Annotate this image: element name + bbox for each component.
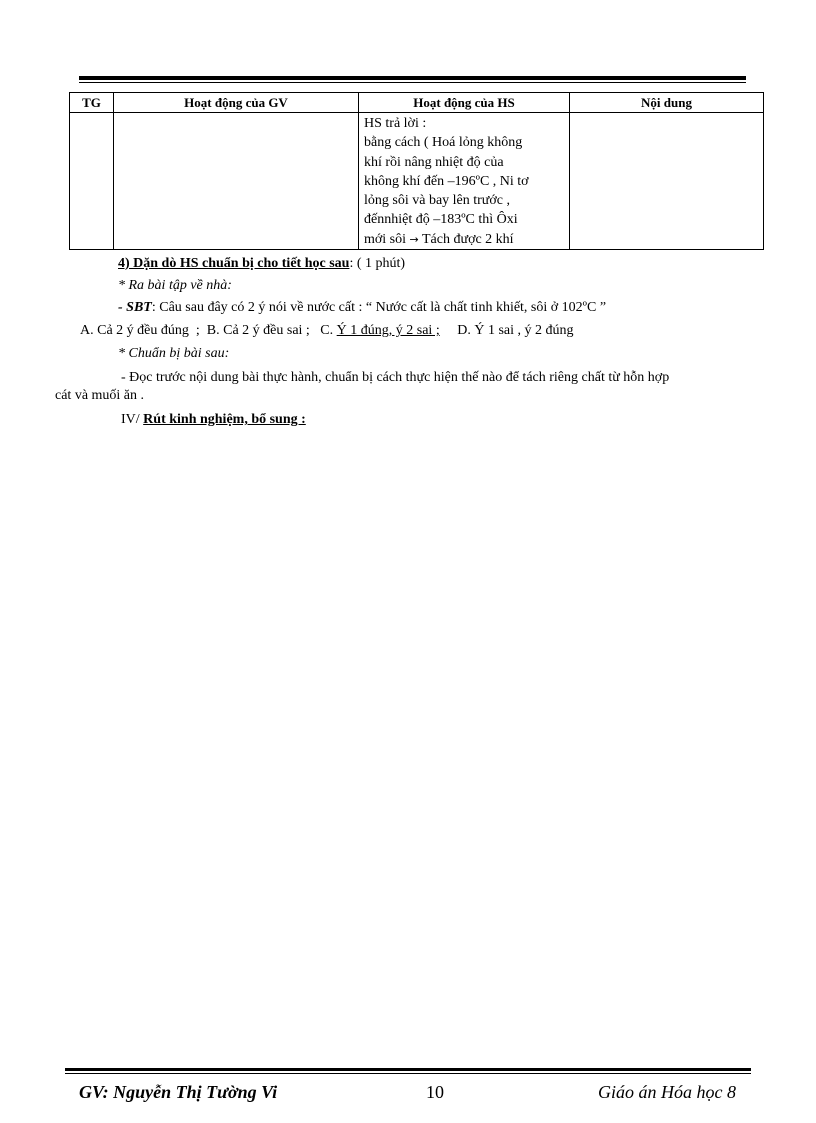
top-rule xyxy=(79,76,746,83)
hs-line: lỏng sôi và bay lên trước , xyxy=(364,193,511,209)
answer-options xyxy=(80,322,574,340)
hs-line-last xyxy=(364,230,562,249)
prepare-line-2: cát và muối ăn . xyxy=(55,388,145,403)
header-student-activity: Hoạt động của HS xyxy=(359,93,570,113)
section4-suffix: : ( 1 phút) xyxy=(349,256,406,271)
section5-heading: Rút kinh nghiệm, bổ sung : xyxy=(143,412,306,427)
table-header-row xyxy=(70,93,764,113)
sbt-text: : Câu sau đây có 2 ý nói về nước cất : “ Nước cất là chất tinh khiết, sôi ở 102ºC ” xyxy=(151,300,607,315)
hs-line: đếnnhiệt độ –183ºC thì Ôxi xyxy=(364,212,518,228)
section4-line xyxy=(118,255,405,273)
footer-teacher: GV: Nguyễn Thị Tường Vi xyxy=(79,1082,278,1102)
table-row xyxy=(70,113,764,250)
section5-prefix: IV/ xyxy=(121,412,144,427)
sbt-line xyxy=(118,299,606,317)
options-ab: A. Cả 2 ý đều đúng ; B. Cả 2 ý đều sai ; C. xyxy=(80,323,337,338)
footer-subject: Giáo án Hóa học 8 xyxy=(598,1082,736,1102)
cell-student-activity xyxy=(359,113,570,250)
cell-tg xyxy=(70,113,114,250)
hs-last-prefix: mới sôi xyxy=(364,231,407,247)
hs-line: bằng cách ( Hoá lỏng không xyxy=(364,135,523,151)
right-arrow-icon: → xyxy=(409,232,419,246)
cell-teacher-activity xyxy=(114,113,359,250)
hs-line: khí rồi nâng nhiệt độ của xyxy=(364,154,504,170)
cell-content xyxy=(570,113,764,250)
option-d: D. Ý 1 sai , ý 2 đúng xyxy=(439,323,574,338)
hs-line: HS trả lời : xyxy=(364,116,427,131)
section4-heading: 4) Dặn dò HS chuẩn bị cho tiết học sau xyxy=(118,256,350,271)
bottom-rule xyxy=(65,1068,751,1074)
homework-label: * Ra bài tập về nhà: xyxy=(118,278,232,293)
hs-line: không khí đến –196ºC , Ni tơ xyxy=(364,173,529,189)
header-tg: TG xyxy=(70,93,114,113)
hs-last-suffix: Tách được 2 khí xyxy=(418,231,514,247)
section5-line xyxy=(121,411,306,429)
lesson-table xyxy=(69,92,764,250)
header-content: Nội dung xyxy=(570,93,764,113)
option-c-answer: Ý 1 đúng, ý 2 sai ; xyxy=(336,323,440,338)
prepare-line-1: - Đọc trước nội dung bài thực hành, chuẩn bị cách thực hiện thế nào để tách riêng chất từ hỗn hợp xyxy=(121,370,670,385)
footer-page-number: 10 xyxy=(426,1082,444,1102)
sbt-label: - SBT xyxy=(118,300,152,315)
prepare-label: * Chuẩn bị bài sau: xyxy=(118,346,230,361)
header-teacher-activity: Hoạt động của GV xyxy=(114,93,359,113)
